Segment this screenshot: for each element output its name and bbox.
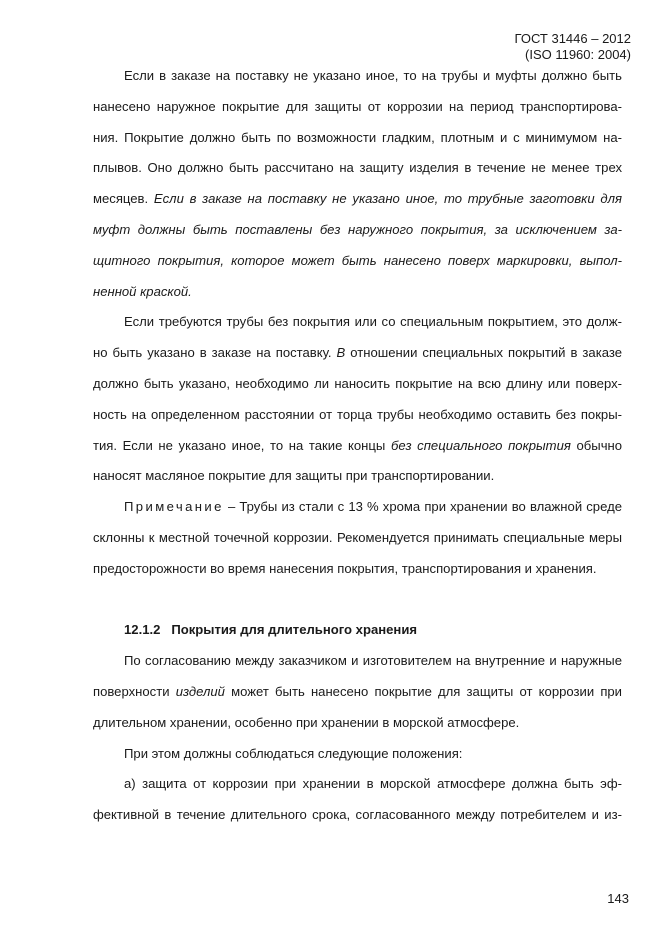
paragraph-2-line-4: ность на определенном расстоянии от торца трубы необходимо оставить без покры- xyxy=(93,406,622,422)
paragraph-2-line-6: наносят масляное покрытие для защиты при транспортировании. xyxy=(93,468,495,484)
note-label: Примечание xyxy=(124,499,224,515)
section-number: 12.1.2 xyxy=(124,622,161,638)
page-number: 143 xyxy=(607,891,629,906)
paragraph-1-line-1: Если в заказе на поставку не указано иное, то на трубы и муфты должно быть xyxy=(124,68,622,83)
paragraph-3-line-2: поверхности изделий может быть нанесено покрытие для защиты от коррозии при xyxy=(93,683,622,699)
note-line-3: предосторожности во время нанесения покрытия, транспортирования и хранения. xyxy=(93,560,597,576)
document-header xyxy=(515,31,631,63)
paragraph-3-line-1: По согласованию между заказчиком и изготовителем на внутренние и наружные xyxy=(124,653,622,669)
italic-text: изделий xyxy=(175,683,225,699)
section-heading xyxy=(93,615,622,646)
body-text xyxy=(93,61,622,831)
paragraph-1-line-6: муфт должны быть поставлены без наружного покрытия, за исключением за- xyxy=(93,221,622,237)
paragraph-2-line-1: Если требуются трубы без покрытия или со специальным покрытием, это долж- xyxy=(124,314,622,330)
note-line-1: Примечание – Трубы из стали с 13 % хрома при хранении во влажной среде xyxy=(124,499,623,515)
paragraph-3-line-3: длительном хранении, особенно при хранении в морской атмосфере. xyxy=(93,714,520,730)
paragraph-1-line-3: ния. Покрытие должно быть по возможности гладким, плотным и с минимумом на- xyxy=(93,129,622,145)
paragraph-2-line-3: должно быть указано, необходимо ли наносить покрытие на всю длину или поверх- xyxy=(93,375,622,391)
paragraph-1-line-4: плывов. Оно должно быть рассчитано на защиту изделия в течение не менее трех xyxy=(93,160,622,176)
italic-text: без специального покрытия xyxy=(390,437,571,453)
italic-text: В xyxy=(336,345,346,361)
paragraph-2-line-2: но быть указано в заказе на поставку. В отношении специальных покрытий в заказе xyxy=(93,345,622,361)
paragraph-1-line-5: месяцев. Если в заказе на поставку не указано иное, то трубные заготовки для xyxy=(93,191,622,207)
note-line-2: склонны к местной точечной коррозии. Рекомендуется принимать специальные меры xyxy=(93,529,622,545)
list-item-a-line-2: фективной в течение длительного срока, согласованного между потребителем и из- xyxy=(93,807,622,823)
section-title: Покрытия для длительного хранения xyxy=(171,622,418,638)
iso-reference: (ISO 11960: 2004) xyxy=(525,47,631,62)
paragraph-1-line-8: ненной краской. xyxy=(93,283,192,299)
standard-designation: ГОСТ 31446 – 2012 xyxy=(514,31,631,46)
paragraph-1-line-2: нанесено наружное покрытие для защиты от коррозии на период транспортирова- xyxy=(93,98,622,114)
paragraph-4-line-1: При этом должны соблюдаться следующие положения: xyxy=(124,745,463,761)
list-item-a-line-1: а) защита от коррозии при хранении в морской атмосфере должна быть эф- xyxy=(124,776,622,792)
section-gap xyxy=(93,585,622,616)
paragraph-1-line-7: щитного покрытия, которое может быть нанесено поверх маркировки, выпол- xyxy=(93,252,622,268)
paragraph-2-line-5: тия. Если не указано иное, то на такие концы без специального покрытия обычно xyxy=(93,437,623,453)
italic-text: Если в заказе на поставку не указано иное, то трубные заготовки для xyxy=(153,191,622,207)
